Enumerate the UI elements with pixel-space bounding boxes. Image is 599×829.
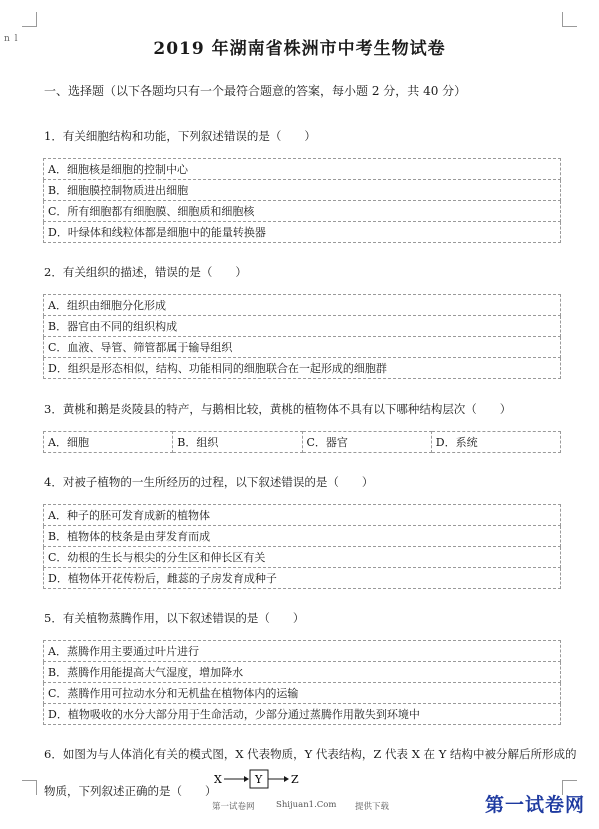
option-d: D．系统: [431, 432, 560, 453]
digestion-diagram-svg: [212, 767, 304, 791]
option-d: D．叶绿体和线粒体都是细胞中的能量转换器: [44, 222, 561, 243]
arrowhead-x-to-y: [244, 776, 249, 782]
option-d: D．植物体开花传粉后，雌蕊的子房发育成种子: [44, 568, 561, 589]
option-c: C．幼根的生长与根尖的分生区和伸长区有关: [44, 547, 561, 568]
page-title: 2019 年湖南省株洲市中考生物试卷: [153, 39, 446, 59]
option-a: A．细胞: [44, 432, 173, 453]
watermark-logo: 第一试卷网: [484, 794, 585, 816]
option-a: A．蒸腾作用主要通过叶片进行: [44, 641, 561, 662]
option-b: B．器官由不同的组织构成: [44, 316, 561, 337]
option-b: B．细胞膜控制物质进出细胞: [44, 180, 561, 201]
question-4-stem: 4．对被子植物的一生所经历的过程，以下叙述错误的是（ ）: [44, 475, 374, 489]
arrowhead-y-to-z: [284, 776, 289, 782]
option-c: C．蒸腾作用可拉动水分和无机盐在植物体内的运输: [44, 683, 561, 704]
crop-mark-bottom-left: [22, 780, 37, 795]
footer-download-text: 提供下载: [355, 802, 390, 812]
question-1-options: [43, 158, 561, 243]
question-5-stem: 5．有关植物蒸腾作用，以下叙述错误的是（ ）: [44, 611, 305, 625]
option-a: A．种子的胚可发育成新的植物体: [44, 505, 561, 526]
option-d: D．组织是形态相似，结构、功能相同的细胞联合在一起形成的细胞群: [44, 358, 561, 379]
crop-mark-top-right: [562, 12, 577, 27]
diagram-label-x: X: [214, 773, 222, 786]
question-2-stem: 2．有关组织的描述，错误的是（ ）: [44, 265, 247, 279]
option-b: B．植物体的枝条是由芽发育而成: [44, 526, 561, 547]
question-1-stem: 1．有关细胞结构和功能，下列叙述错误的是（ ）: [44, 129, 316, 143]
question-2-options: [43, 294, 561, 379]
crop-mark-top-left: [22, 12, 37, 27]
footer-site-name: 第一试卷网: [212, 802, 255, 812]
question-6-stem-line-1: 6．如图为与人体消化有关的模式图，X 代表物质，Y 代表结构，Z 代表 X 在 Y 结构中被分解后所形成的: [44, 747, 577, 761]
option-c: C．器官: [302, 432, 431, 453]
diagram-label-y: Y: [255, 773, 263, 786]
section-heading: 一、选择题（以下各题均只有一个最符合题意的答案，每小题 2 分，共 40 分）: [44, 84, 467, 98]
option-b: B．组织: [173, 432, 302, 453]
question-4-options: [43, 504, 561, 589]
digestion-diagram: [212, 767, 304, 791]
question-5-options: [43, 640, 561, 725]
option-c: C．所有细胞都有细胞膜、细胞质和细胞核: [44, 201, 561, 222]
option-c: C．血液、导管、筛管都属于输导组织: [44, 337, 561, 358]
diagram-label-z: Z: [291, 773, 299, 786]
footer-site-url: Shijuan1.Com: [276, 800, 337, 810]
option-a: A．细胞核是细胞的控制中心: [44, 159, 561, 180]
side-mark: n l: [4, 34, 19, 44]
option-a: A．组织由细胞分化形成: [44, 295, 561, 316]
option-d: D．植物吸收的水分大部分用于生命活动，少部分通过蒸腾作用散失到环境中: [44, 704, 561, 725]
question-3-options: [43, 431, 561, 453]
question-3-stem: 3．黄桃和鹅是炎陵县的特产，与鹅相比较，黄桃的植物体不具有以下哪种结构层次（ ）: [44, 402, 512, 416]
question-6-stem-line-2: 物质，下列叙述正确的是（ ）: [44, 784, 217, 798]
option-b: B．蒸腾作用能提高大气湿度，增加降水: [44, 662, 561, 683]
